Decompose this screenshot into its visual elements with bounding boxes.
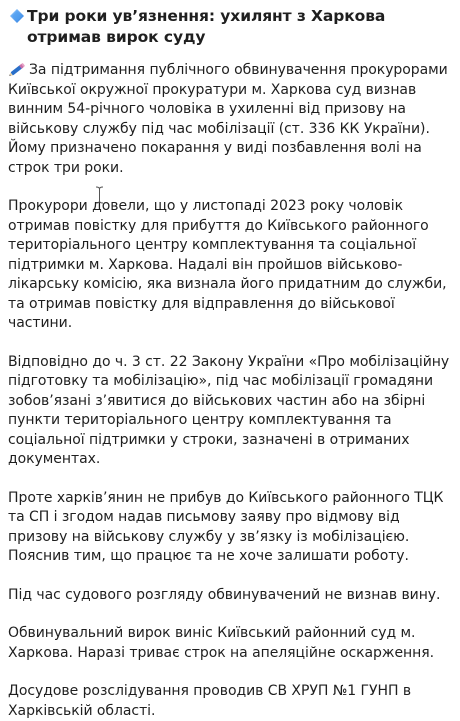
post-title-row (8, 6, 452, 48)
post-paragraph-5: Під час судового розгляду обвинувачений не визнав вину. (8, 586, 441, 603)
post-paragraph-6: Обвинувальний вирок виніс Київський районний суд м. Харкова. Наразі триває строк на апеляційне оскарження. (8, 625, 435, 661)
post-paragraph-1 (8, 61, 452, 178)
post-paragraph-2: Прокурори довели, що у листопаді 2023 року чоловік отримав повістку для прибуття до Київського районного територіального центру комплектування та соціальної підтримки м. Харкова. Надалі він пройшов військово-лікарську комісію, яка визнала його придатним до служби, та отримав повістку для відправлення до військової частини. (8, 198, 447, 331)
post-paragraph-4: Проте харків’янин не прибув до Київського районного ТЦК та СП і згодом надав письмову заяву про відмову від призову на військову службу у зв’язку із мобілізацією. Пояснив тим, що працює та не хоче залишати роботу. (8, 489, 444, 564)
post-paragraph-3: Відповідно до ч. 3 ст. 22 Закону України «Про мобілізаційну підготовку та мобілізацію», під час мобілізації громадяни зобов’язані з’явитися до військових частин або на збірні пункти територіального центру комплектування та соціальної підтримки у строки, зазначені в отриманих документах. (8, 353, 450, 467)
post-paragraph-7: Досудове розслідування проводив СВ ХРУП №1 ГУНП в Харківській області. (8, 683, 412, 719)
blue-diamond-icon (9, 8, 25, 24)
text-cursor-icon (95, 186, 104, 204)
post-title: Три роки ув’язнення: ухилянт з Харкова отримав вирок суду (27, 7, 386, 46)
post-paragraph-1-text: За підтримання публічного обвинувачення прокурорами Київської окружної прокуратури м. Харкова суд визнав винним 54-річного чоловіка в ухиленні від призову на військову службу під час мобілізації (ст. 336 КК України). Йому призначено покарання у виді позбавлення волі на строк три роки. (8, 62, 448, 176)
pen-icon (8, 61, 28, 77)
